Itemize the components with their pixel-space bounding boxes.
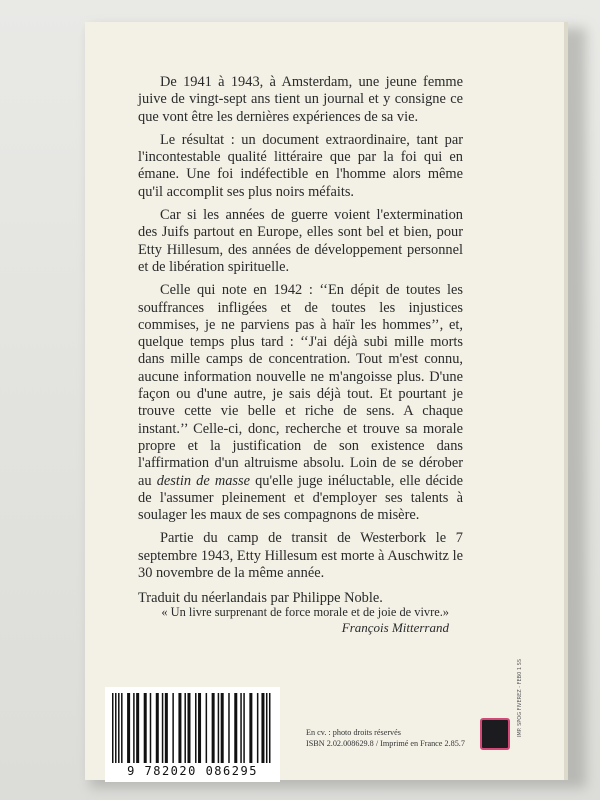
blurb-paragraph-4-part2: qu'elle juge inéluctable, elle décide de l'assumer pleinement et d'employer ses talents à soulager les maux de ses compagnons de misère. <box>138 472 463 524</box>
barcode <box>105 687 280 782</box>
barcode-bar <box>112 693 114 763</box>
barcode-bar <box>212 693 215 763</box>
blurb-paragraph-5: Partie du camp de transit de Westerbork le 7 septembre 1943, Etty Hillesum est morte à Auschwitz le 30 novembre de la même année. <box>138 530 463 582</box>
barcode-bar <box>118 693 120 763</box>
barcode-bar <box>195 693 197 763</box>
barcode-bar <box>240 693 242 763</box>
barcode-bar <box>243 693 245 763</box>
barcode-bar <box>234 693 237 763</box>
barcode-bar <box>162 693 164 763</box>
isbn-line: ISBN 2.02.008629.8 / Imprimé en France 2.85.7 <box>306 739 465 748</box>
barcode-bar <box>221 693 224 763</box>
barcode-bar <box>249 693 252 763</box>
barcode-bar <box>261 693 264 763</box>
blurb-paragraph-4-part1: Celle qui note en 1942 : ‘‘En dépit de toutes les souffrances infligées et de toutes les injustices commises, je ne parviens pas à haïr les hommes’’, et, quelque temps plus tard : ‘‘J'ai déjà subi mille morts dans mille camps de concentration. Tout m'est connu, aucune information nouvelle ne m'angoisse plus. D'une façon ou d'une autre, je sais déjà tout. Et pourtant je trouve cette vie belle et riche de sens. A chaque instant.’’ Celle-ci, donc, recherche et trouve sa morale propre et la justification de son existence dans l'affirmation d'un altruisme absolu. Loin de se dérober au <box>138 282 463 489</box>
photo-credit: En cv. : photo droits réservés <box>306 728 401 737</box>
book-back-cover <box>85 22 568 780</box>
quote-text: « Un livre surprenant de force morale et de joie de vivre.» <box>161 605 449 619</box>
barcode-bar <box>184 693 186 763</box>
quote-block <box>127 604 449 636</box>
barcode-bar <box>127 693 130 763</box>
blurb-paragraph-2: Le résultat : un document extraordinaire, tant par l'incontestable qualité littéraire que par la foi qui en émane. Une foi indéfectible en l'homme alors même qu'il accomplit ses plus noirs méfaits. <box>138 131 463 200</box>
translator-credit: Traduit du néerlandais par Philippe Noble. <box>138 590 383 607</box>
barcode-bar <box>144 693 147 763</box>
barcode-number: 9 782020 086295 <box>127 764 258 778</box>
emphasis-destin-de-masse: destin de masse <box>156 472 250 489</box>
barcode-bar <box>228 693 230 763</box>
price-sticker <box>480 718 510 750</box>
barcode-bar <box>178 693 181 763</box>
barcode-bar <box>198 693 201 763</box>
blurb-paragraph-1: De 1941 à 1943, à Amsterdam, une jeune femme juive de vingt-sept ans tient un journal et y consigne ce que vont être les dernières expériences de sa vie. <box>138 74 463 125</box>
blurb-paragraph-3: Car si les années de guerre voient l'extermination des Juifs partout en Europe, elles sont bel et bien, pour Etty Hillesum, des années de développement personnel et de libération spirituelle. <box>138 207 463 275</box>
barcode-bar <box>150 693 152 763</box>
blurb-text <box>138 74 463 614</box>
barcode-bar <box>206 693 208 763</box>
quote-author: François Mitterrand <box>341 620 449 635</box>
barcode-bar <box>121 693 123 763</box>
barcode-bar <box>115 693 117 763</box>
barcode-bar <box>156 693 159 763</box>
barcode-bar <box>136 693 139 763</box>
barcode-bar <box>218 693 220 763</box>
barcode-bar <box>257 693 259 763</box>
barcode-bar <box>269 693 271 763</box>
barcode-bars <box>112 693 272 763</box>
barcode-bar <box>133 693 135 763</box>
barcode-bar <box>165 693 168 763</box>
barcode-bar <box>172 693 174 763</box>
blurb-paragraph-4 <box>138 282 463 524</box>
barcode-bar <box>266 693 268 763</box>
printer-code: IMP. SPOG FIVEREZ - FEB0 1 SS <box>517 659 523 738</box>
barcode-bar <box>187 693 190 763</box>
